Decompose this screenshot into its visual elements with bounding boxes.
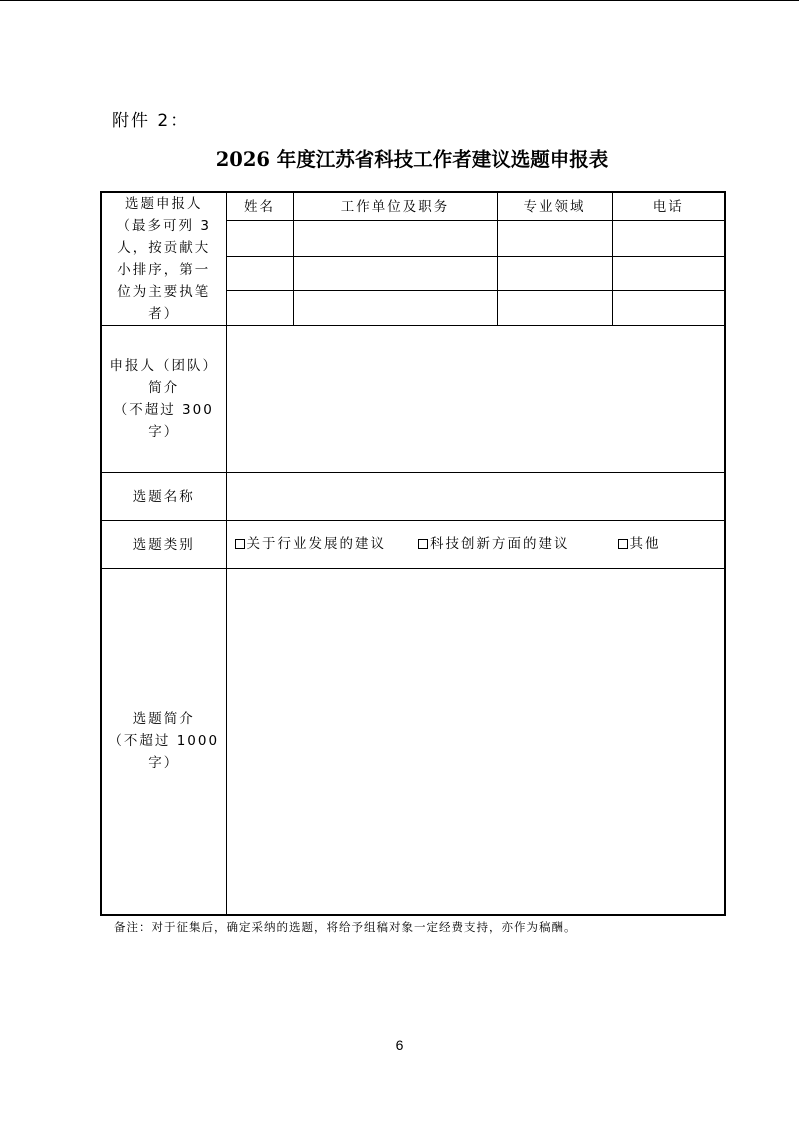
- col-header-phone: 电话: [612, 192, 725, 221]
- checkbox-icon[interactable]: [618, 539, 628, 549]
- attachment-label: 附件 2：: [112, 111, 190, 131]
- field-cell[interactable]: [497, 290, 612, 325]
- field-cell[interactable]: [497, 256, 612, 290]
- applicants-label: 选题申报人 （最多可列 3 人，按贡献大 小排序，第一 位为主要执笔 者）: [101, 192, 226, 326]
- top-rule: [0, 0, 799, 1]
- topic-name-field[interactable]: [226, 473, 725, 521]
- category-option-innovation[interactable]: 科技创新方面的建议: [418, 533, 570, 555]
- col-header-field: 专业领域: [497, 192, 612, 221]
- employer-cell[interactable]: [293, 290, 497, 325]
- checkbox-icon[interactable]: [235, 539, 245, 549]
- team-intro-label: 申报人（团队） 简介 （不超过 300 字）: [101, 326, 226, 473]
- col-header-employer: 工作单位及职务: [293, 192, 497, 221]
- phone-cell[interactable]: [612, 256, 725, 290]
- category-option-other[interactable]: 其他: [618, 533, 661, 555]
- phone-cell[interactable]: [612, 221, 725, 256]
- topic-summary-field[interactable]: [226, 569, 725, 915]
- phone-cell[interactable]: [612, 290, 725, 325]
- page-number: 6: [395, 1037, 404, 1053]
- category-option-industry[interactable]: 关于行业发展的建议: [235, 533, 387, 555]
- form-title: 2026 年度江苏省科技工作者建议选题申报表: [215, 148, 609, 171]
- name-cell[interactable]: [226, 221, 293, 256]
- employer-cell[interactable]: [293, 221, 497, 256]
- topic-summary-label: 选题简介 （不超过 1000 字）: [101, 569, 226, 915]
- name-cell[interactable]: [226, 256, 293, 290]
- application-form: [100, 191, 726, 916]
- checkbox-icon[interactable]: [418, 539, 428, 549]
- footnote: 备注：对于征集后，确定采纳的选题，将给予组稿对象一定经费支持，亦作为稿酬。: [114, 920, 577, 934]
- category-options: [226, 521, 725, 569]
- employer-cell[interactable]: [293, 256, 497, 290]
- field-cell[interactable]: [497, 221, 612, 256]
- team-intro-field[interactable]: [226, 326, 725, 473]
- name-cell[interactable]: [226, 290, 293, 325]
- col-header-name: 姓名: [226, 192, 293, 221]
- category-label: 选题类别: [101, 521, 226, 569]
- topic-name-label: 选题名称: [101, 473, 226, 521]
